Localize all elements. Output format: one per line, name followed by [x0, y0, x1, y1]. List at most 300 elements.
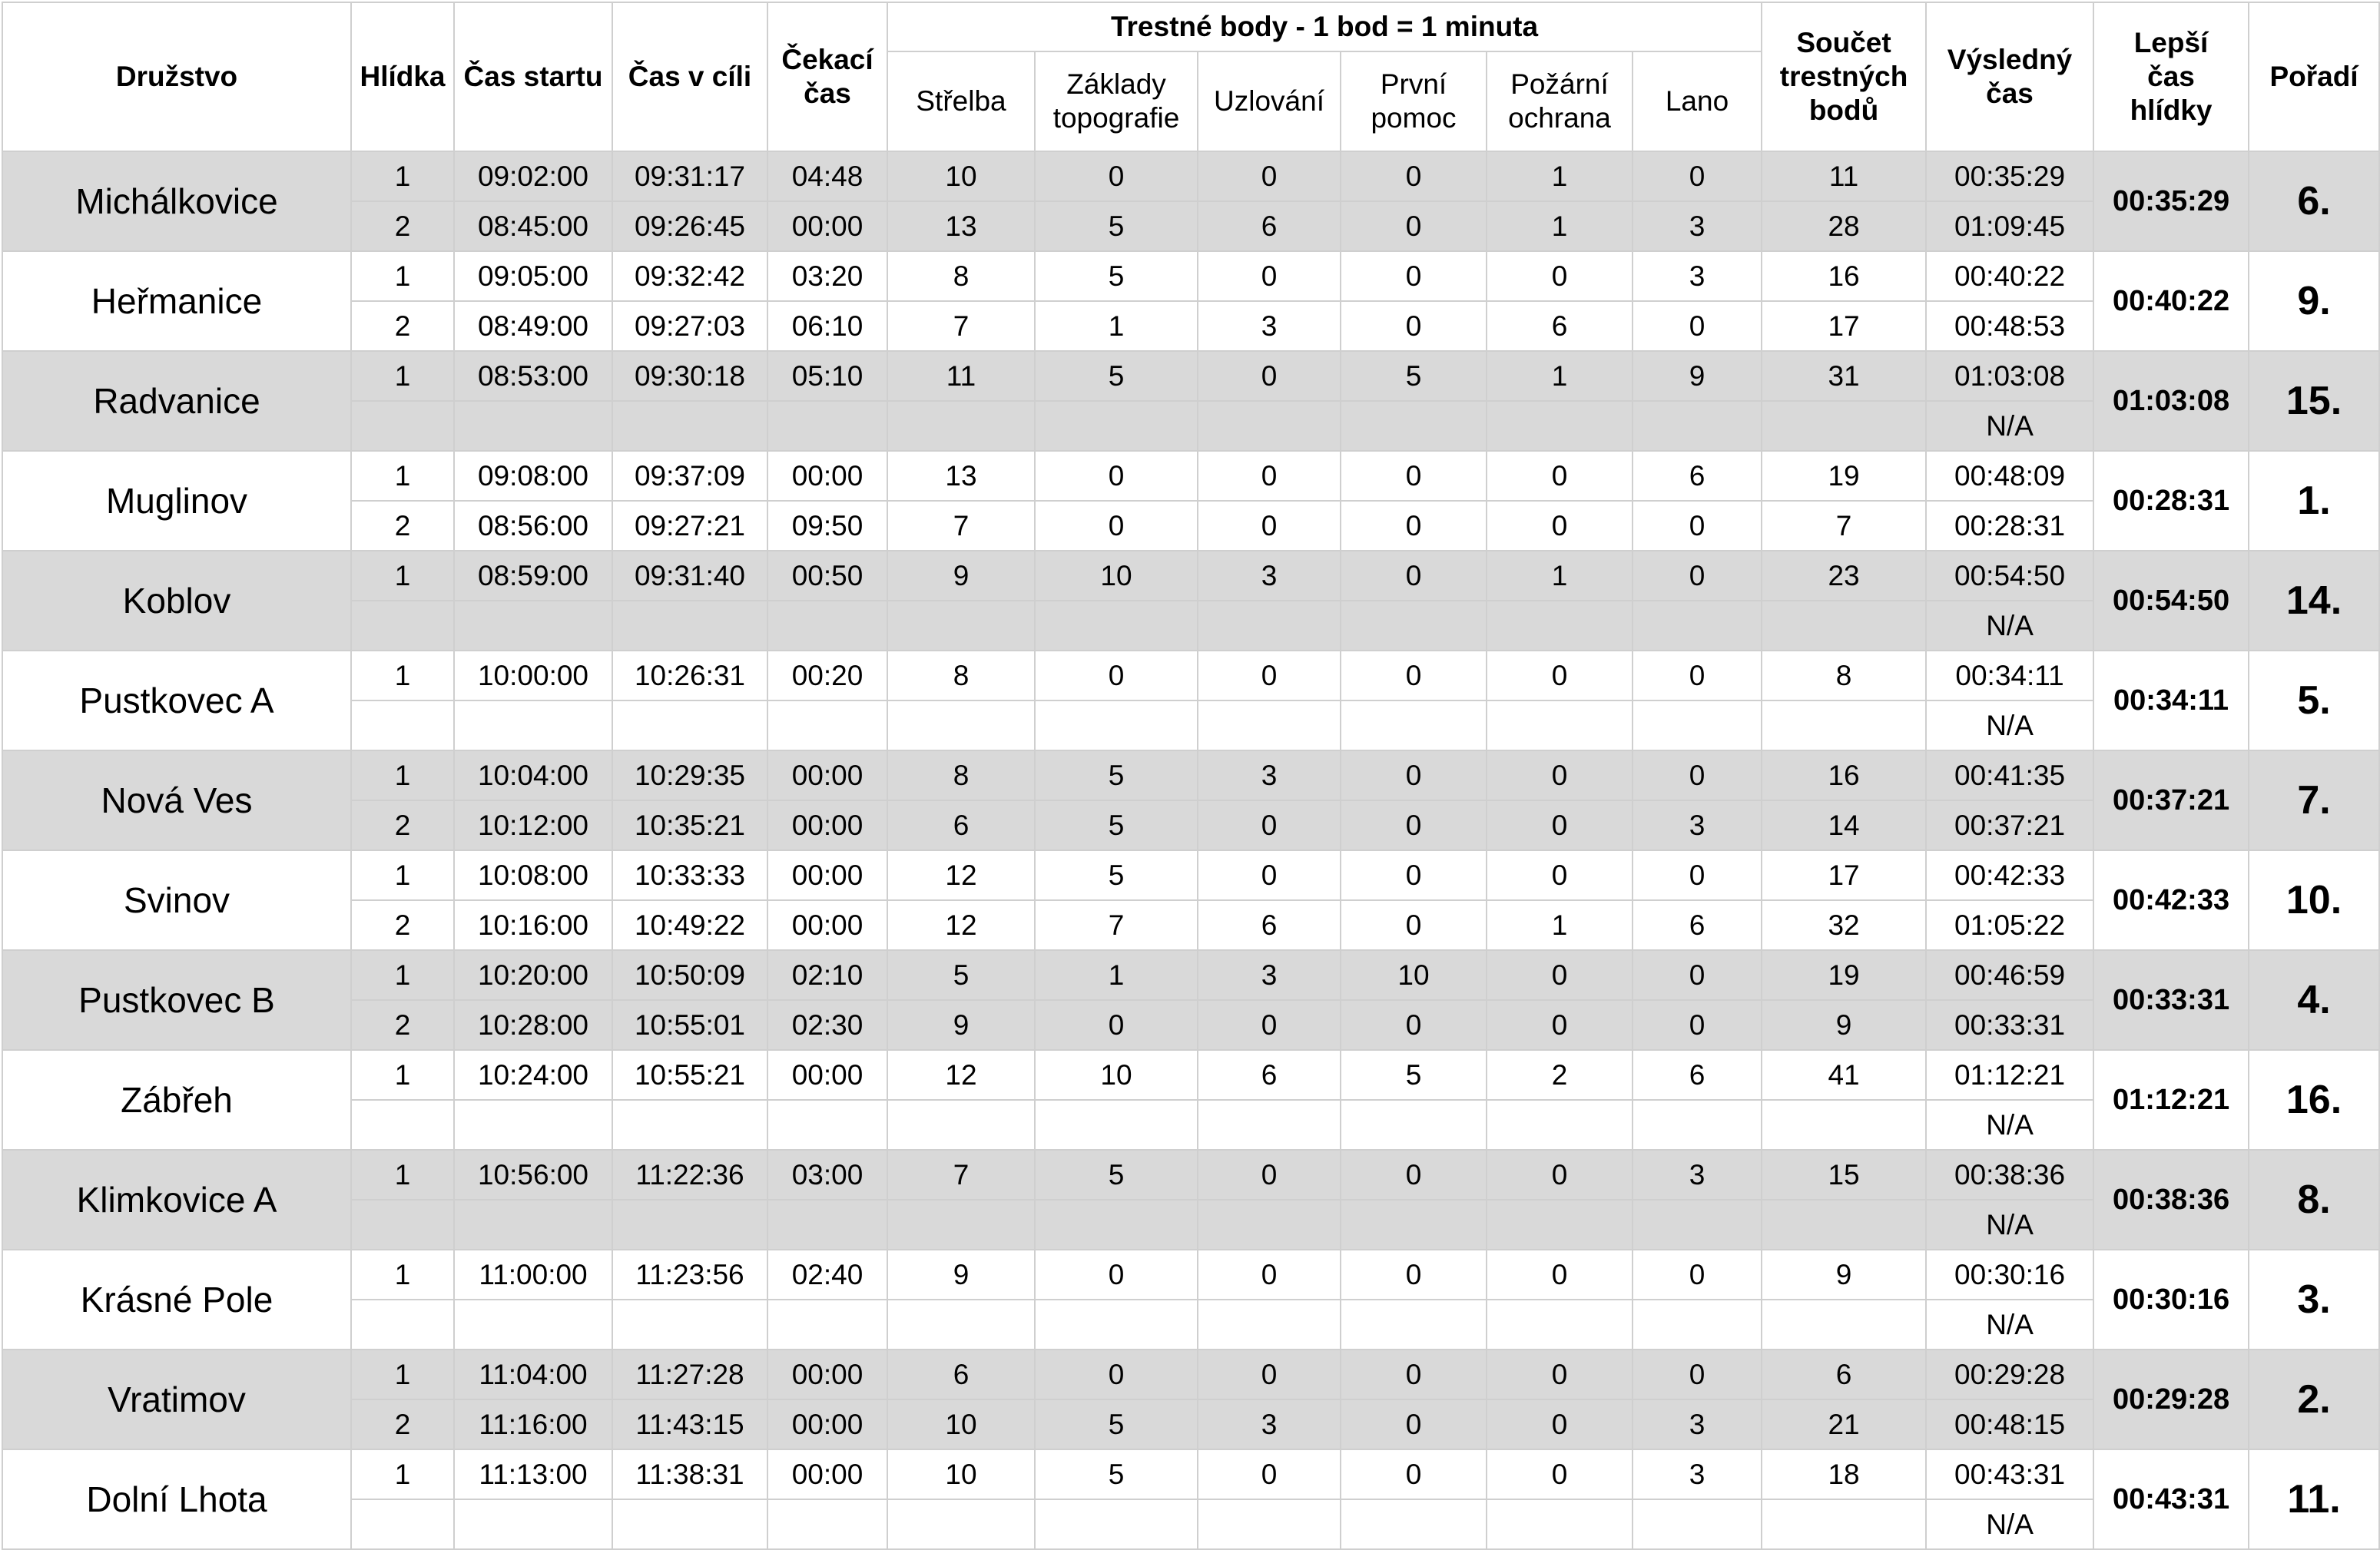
patrol-row — [2, 1050, 2379, 1100]
cell-rope: 0 — [1633, 301, 1762, 351]
cell-wait: 00:00 — [767, 900, 887, 950]
cell-rope: 9 — [1633, 351, 1762, 401]
cell-patrol: 1 — [351, 850, 454, 900]
cell-knots: 3 — [1198, 551, 1341, 601]
cell-topography: 10 — [1035, 551, 1198, 601]
header-penalty-group: Trestné body - 1 bod = 1 minuta — [887, 2, 1762, 51]
patrol-row — [2, 401, 2379, 451]
rank: 5. — [2249, 651, 2379, 750]
cell-total — [1762, 1499, 1926, 1549]
cell-wait: 00:00 — [767, 850, 887, 900]
best-time: 00:37:21 — [2093, 750, 2249, 850]
cell-wait — [767, 401, 887, 451]
cell-finish — [612, 1499, 767, 1549]
cell-total: 9 — [1762, 1000, 1926, 1050]
cell-start — [454, 601, 612, 651]
cell-first-aid: 0 — [1341, 501, 1487, 551]
cell-wait: 02:10 — [767, 950, 887, 1000]
team-name: Pustkovec A — [2, 651, 351, 750]
cell-patrol: 1 — [351, 351, 454, 401]
header-result-label: Výsledný čas — [1947, 44, 2073, 109]
cell-result: N/A — [1926, 401, 2093, 451]
cell-patrol — [351, 601, 454, 651]
patrol-row — [2, 700, 2379, 750]
patrol-row — [2, 850, 2379, 900]
cell-shooting: 10 — [887, 1399, 1035, 1449]
cell-patrol: 1 — [351, 1350, 454, 1399]
cell-wait: 00:00 — [767, 1449, 887, 1499]
cell-rope — [1633, 401, 1762, 451]
cell-result: N/A — [1926, 1100, 2093, 1150]
cell-knots: 0 — [1198, 451, 1341, 501]
cell-start: 10:16:00 — [454, 900, 612, 950]
cell-topography: 5 — [1035, 251, 1198, 301]
best-time: 00:42:33 — [2093, 850, 2249, 950]
cell-shooting: 7 — [887, 1150, 1035, 1200]
cell-shooting — [887, 1100, 1035, 1150]
rank: 1. — [2249, 451, 2379, 551]
cell-knots: 0 — [1198, 1150, 1341, 1200]
patrol-row — [2, 251, 2379, 301]
cell-knots — [1198, 700, 1341, 750]
cell-fire — [1487, 401, 1633, 451]
cell-total — [1762, 401, 1926, 451]
cell-shooting — [887, 401, 1035, 451]
cell-finish: 10:29:35 — [612, 750, 767, 800]
cell-start: 10:00:00 — [454, 651, 612, 700]
best-time: 00:38:36 — [2093, 1150, 2249, 1250]
cell-patrol: 1 — [351, 1250, 454, 1300]
header-best-label: Lepší čas hlídky — [2130, 27, 2213, 126]
cell-first-aid: 0 — [1341, 151, 1487, 201]
team-name: Dolní Lhota — [2, 1449, 351, 1549]
cell-topography: 5 — [1035, 850, 1198, 900]
cell-result: 00:28:31 — [1926, 501, 2093, 551]
cell-finish: 09:30:18 — [612, 351, 767, 401]
cell-patrol: 1 — [351, 1449, 454, 1499]
cell-knots: 3 — [1198, 301, 1341, 351]
cell-result: 00:33:31 — [1926, 1000, 2093, 1050]
cell-first-aid — [1341, 401, 1487, 451]
cell-shooting: 13 — [887, 451, 1035, 501]
team-name: Heřmanice — [2, 251, 351, 351]
header-patrol: Hlídka — [351, 2, 454, 151]
team-name: Vratimov — [2, 1350, 351, 1449]
cell-first-aid: 5 — [1341, 351, 1487, 401]
cell-topography: 5 — [1035, 201, 1198, 251]
cell-rope: 0 — [1633, 750, 1762, 800]
cell-knots: 0 — [1198, 800, 1341, 850]
patrol-row — [2, 451, 2379, 501]
cell-total: 32 — [1762, 900, 1926, 950]
cell-wait: 00:20 — [767, 651, 887, 700]
cell-rope: 0 — [1633, 651, 1762, 700]
cell-knots: 0 — [1198, 1350, 1341, 1399]
cell-result: 01:03:08 — [1926, 351, 2093, 401]
patrol-row — [2, 1399, 2379, 1449]
cell-first-aid: 0 — [1341, 301, 1487, 351]
cell-finish: 10:33:33 — [612, 850, 767, 900]
cell-shooting: 8 — [887, 251, 1035, 301]
cell-fire: 1 — [1487, 351, 1633, 401]
cell-start: 10:28:00 — [454, 1000, 612, 1050]
cell-wait: 00:00 — [767, 750, 887, 800]
cell-knots: 0 — [1198, 850, 1341, 900]
cell-fire: 0 — [1487, 950, 1633, 1000]
cell-start — [454, 1499, 612, 1549]
rank: 15. — [2249, 351, 2379, 451]
patrol-row — [2, 1449, 2379, 1499]
cell-start — [454, 401, 612, 451]
cell-wait: 03:00 — [767, 1150, 887, 1200]
cell-shooting: 6 — [887, 1350, 1035, 1399]
cell-first-aid: 0 — [1341, 900, 1487, 950]
cell-start: 11:00:00 — [454, 1250, 612, 1300]
cell-total: 16 — [1762, 251, 1926, 301]
rank: 6. — [2249, 151, 2379, 251]
cell-wait — [767, 1200, 887, 1250]
cell-wait: 00:50 — [767, 551, 887, 601]
cell-fire: 0 — [1487, 651, 1633, 700]
rank: 2. — [2249, 1350, 2379, 1449]
cell-topography: 0 — [1035, 651, 1198, 700]
header-knots: Uzlování — [1198, 51, 1341, 151]
cell-knots: 0 — [1198, 251, 1341, 301]
cell-patrol: 1 — [351, 451, 454, 501]
cell-patrol: 1 — [351, 1150, 454, 1200]
cell-result: 00:48:09 — [1926, 451, 2093, 501]
cell-first-aid: 0 — [1341, 1250, 1487, 1300]
cell-result: 00:42:33 — [1926, 850, 2093, 900]
team-name: Koblov — [2, 551, 351, 651]
patrol-row — [2, 1150, 2379, 1200]
cell-first-aid: 0 — [1341, 1449, 1487, 1499]
cell-result: 01:12:21 — [1926, 1050, 2093, 1100]
cell-total: 41 — [1762, 1050, 1926, 1100]
cell-first-aid — [1341, 601, 1487, 651]
cell-rope — [1633, 1499, 1762, 1549]
cell-first-aid: 0 — [1341, 651, 1487, 700]
cell-knots — [1198, 1200, 1341, 1250]
cell-first-aid — [1341, 1300, 1487, 1350]
best-time: 00:35:29 — [2093, 151, 2249, 251]
cell-fire: 0 — [1487, 1449, 1633, 1499]
cell-fire: 1 — [1487, 900, 1633, 950]
cell-wait — [767, 1499, 887, 1549]
header-fire-label: Požární ochrana — [1508, 68, 1611, 134]
cell-wait: 02:40 — [767, 1250, 887, 1300]
cell-knots: 3 — [1198, 950, 1341, 1000]
cell-start: 11:16:00 — [454, 1399, 612, 1449]
cell-topography: 0 — [1035, 1350, 1198, 1399]
cell-wait: 00:00 — [767, 800, 887, 850]
cell-result: 00:46:59 — [1926, 950, 2093, 1000]
patrol-row — [2, 750, 2379, 800]
cell-wait: 00:00 — [767, 1050, 887, 1100]
best-time: 00:29:28 — [2093, 1350, 2249, 1449]
cell-first-aid — [1341, 1100, 1487, 1150]
cell-topography: 5 — [1035, 1150, 1198, 1200]
cell-total: 19 — [1762, 950, 1926, 1000]
cell-topography: 5 — [1035, 351, 1198, 401]
cell-rope — [1633, 1200, 1762, 1250]
cell-total: 31 — [1762, 351, 1926, 401]
cell-result: 00:34:11 — [1926, 651, 2093, 700]
cell-finish: 11:43:15 — [612, 1399, 767, 1449]
cell-topography — [1035, 1200, 1198, 1250]
cell-result: N/A — [1926, 1300, 2093, 1350]
cell-finish: 10:55:01 — [612, 1000, 767, 1050]
cell-patrol: 1 — [351, 750, 454, 800]
cell-wait: 00:00 — [767, 1399, 887, 1449]
cell-topography: 5 — [1035, 750, 1198, 800]
cell-finish: 09:27:21 — [612, 501, 767, 551]
cell-shooting: 12 — [887, 1050, 1035, 1100]
best-time: 01:03:08 — [2093, 351, 2249, 451]
cell-topography — [1035, 700, 1198, 750]
team-name: Pustkovec B — [2, 950, 351, 1050]
patrol-row — [2, 1300, 2379, 1350]
rank: 11. — [2249, 1449, 2379, 1549]
cell-patrol: 2 — [351, 301, 454, 351]
cell-finish: 09:26:45 — [612, 201, 767, 251]
rank: 14. — [2249, 551, 2379, 651]
cell-topography: 0 — [1035, 1000, 1198, 1050]
cell-shooting: 11 — [887, 351, 1035, 401]
best-time: 00:34:11 — [2093, 651, 2249, 750]
cell-topography: 5 — [1035, 1399, 1198, 1449]
cell-patrol: 2 — [351, 201, 454, 251]
cell-finish: 10:50:09 — [612, 950, 767, 1000]
cell-fire: 0 — [1487, 501, 1633, 551]
cell-patrol: 2 — [351, 1399, 454, 1449]
cell-total — [1762, 1100, 1926, 1150]
cell-finish — [612, 401, 767, 451]
cell-result: 00:54:50 — [1926, 551, 2093, 601]
cell-knots: 3 — [1198, 750, 1341, 800]
cell-fire: 0 — [1487, 800, 1633, 850]
cell-topography — [1035, 601, 1198, 651]
team-name: Nová Ves — [2, 750, 351, 850]
cell-fire — [1487, 1300, 1633, 1350]
rank: 16. — [2249, 1050, 2379, 1150]
cell-knots: 0 — [1198, 1250, 1341, 1300]
cell-shooting: 13 — [887, 201, 1035, 251]
cell-total — [1762, 1200, 1926, 1250]
cell-rope — [1633, 1300, 1762, 1350]
cell-topography: 0 — [1035, 451, 1198, 501]
best-time: 00:30:16 — [2093, 1250, 2249, 1350]
cell-shooting: 7 — [887, 301, 1035, 351]
cell-topography: 0 — [1035, 151, 1198, 201]
cell-start — [454, 1200, 612, 1250]
patrol-row — [2, 1200, 2379, 1250]
cell-knots — [1198, 601, 1341, 651]
cell-patrol: 1 — [351, 651, 454, 700]
cell-patrol: 2 — [351, 900, 454, 950]
patrol-row — [2, 1100, 2379, 1150]
rank: 9. — [2249, 251, 2379, 351]
cell-total — [1762, 1300, 1926, 1350]
cell-start — [454, 1100, 612, 1150]
patrol-row — [2, 151, 2379, 201]
cell-rope: 0 — [1633, 950, 1762, 1000]
cell-finish: 11:38:31 — [612, 1449, 767, 1499]
cell-wait: 09:50 — [767, 501, 887, 551]
cell-wait: 00:00 — [767, 201, 887, 251]
results-body — [2, 151, 2379, 1549]
header-topography — [1035, 51, 1198, 151]
cell-fire: 0 — [1487, 1399, 1633, 1449]
cell-start: 08:49:00 — [454, 301, 612, 351]
cell-fire: 0 — [1487, 850, 1633, 900]
cell-total: 19 — [1762, 451, 1926, 501]
cell-first-aid: 0 — [1341, 1399, 1487, 1449]
cell-shooting — [887, 700, 1035, 750]
cell-fire: 1 — [1487, 201, 1633, 251]
cell-finish: 09:31:17 — [612, 151, 767, 201]
cell-finish — [612, 1100, 767, 1150]
cell-wait: 00:00 — [767, 1350, 887, 1399]
cell-patrol: 2 — [351, 501, 454, 551]
cell-rope: 3 — [1633, 1449, 1762, 1499]
cell-result: N/A — [1926, 601, 2093, 651]
cell-fire — [1487, 1200, 1633, 1250]
cell-total: 11 — [1762, 151, 1926, 201]
cell-rope: 0 — [1633, 551, 1762, 601]
cell-start: 09:02:00 — [454, 151, 612, 201]
cell-finish: 11:23:56 — [612, 1250, 767, 1300]
cell-rope: 6 — [1633, 1050, 1762, 1100]
rank: 10. — [2249, 850, 2379, 950]
cell-rope: 0 — [1633, 850, 1762, 900]
cell-first-aid: 0 — [1341, 800, 1487, 850]
cell-start — [454, 700, 612, 750]
header-fire — [1487, 51, 1633, 151]
cell-topography: 1 — [1035, 301, 1198, 351]
cell-result: 00:38:36 — [1926, 1150, 2093, 1200]
cell-start: 09:08:00 — [454, 451, 612, 501]
patrol-row — [2, 1250, 2379, 1300]
cell-topography: 7 — [1035, 900, 1198, 950]
header-total-label: Součet trestných bodů — [1779, 27, 1908, 126]
cell-fire: 0 — [1487, 750, 1633, 800]
cell-patrol: 2 — [351, 800, 454, 850]
cell-total: 17 — [1762, 301, 1926, 351]
cell-total: 23 — [1762, 551, 1926, 601]
cell-patrol: 1 — [351, 151, 454, 201]
cell-wait: 06:10 — [767, 301, 887, 351]
cell-rope: 0 — [1633, 1000, 1762, 1050]
patrol-row — [2, 201, 2379, 251]
header-start: Čas startu — [454, 2, 612, 151]
cell-start: 10:04:00 — [454, 750, 612, 800]
cell-first-aid: 0 — [1341, 201, 1487, 251]
cell-start — [454, 1300, 612, 1350]
cell-rope: 6 — [1633, 451, 1762, 501]
cell-finish: 09:32:42 — [612, 251, 767, 301]
cell-rope: 3 — [1633, 251, 1762, 301]
cell-knots: 3 — [1198, 1399, 1341, 1449]
cell-wait: 05:10 — [767, 351, 887, 401]
cell-patrol: 1 — [351, 551, 454, 601]
cell-total: 16 — [1762, 750, 1926, 800]
cell-shooting: 7 — [887, 501, 1035, 551]
cell-result: N/A — [1926, 1200, 2093, 1250]
cell-rope: 3 — [1633, 1150, 1762, 1200]
cell-fire — [1487, 601, 1633, 651]
best-time: 00:33:31 — [2093, 950, 2249, 1050]
cell-shooting: 10 — [887, 151, 1035, 201]
team-name: Zábřeh — [2, 1050, 351, 1150]
cell-fire: 0 — [1487, 1150, 1633, 1200]
cell-rope — [1633, 1100, 1762, 1150]
cell-rope: 3 — [1633, 1399, 1762, 1449]
cell-knots — [1198, 401, 1341, 451]
patrol-row — [2, 1350, 2379, 1399]
cell-first-aid: 0 — [1341, 551, 1487, 601]
cell-patrol — [351, 1499, 454, 1549]
cell-knots: 6 — [1198, 201, 1341, 251]
cell-patrol: 1 — [351, 1050, 454, 1100]
cell-patrol — [351, 1300, 454, 1350]
cell-rope: 0 — [1633, 151, 1762, 201]
patrol-row — [2, 900, 2379, 950]
cell-total: 21 — [1762, 1399, 1926, 1449]
cell-shooting: 9 — [887, 551, 1035, 601]
header-topography-label: Základy topografie — [1052, 68, 1180, 134]
cell-wait: 02:30 — [767, 1000, 887, 1050]
cell-result: 00:37:21 — [1926, 800, 2093, 850]
cell-start: 09:05:00 — [454, 251, 612, 301]
cell-rope: 6 — [1633, 900, 1762, 950]
cell-topography — [1035, 1100, 1198, 1150]
cell-finish: 10:35:21 — [612, 800, 767, 850]
cell-total — [1762, 601, 1926, 651]
cell-fire: 6 — [1487, 301, 1633, 351]
cell-first-aid: 0 — [1341, 451, 1487, 501]
patrol-row — [2, 651, 2379, 700]
cell-knots: 0 — [1198, 1449, 1341, 1499]
cell-finish — [612, 1200, 767, 1250]
cell-first-aid: 0 — [1341, 750, 1487, 800]
cell-result: 00:48:15 — [1926, 1399, 2093, 1449]
header-finish: Čas v cíli — [612, 2, 767, 151]
cell-shooting: 12 — [887, 850, 1035, 900]
cell-shooting: 10 — [887, 1449, 1035, 1499]
cell-patrol — [351, 700, 454, 750]
cell-fire: 0 — [1487, 1350, 1633, 1399]
cell-topography — [1035, 1300, 1198, 1350]
cell-wait — [767, 700, 887, 750]
cell-knots: 6 — [1198, 1050, 1341, 1100]
cell-result: 00:35:29 — [1926, 151, 2093, 201]
cell-knots — [1198, 1499, 1341, 1549]
cell-finish: 09:27:03 — [612, 301, 767, 351]
cell-knots: 6 — [1198, 900, 1341, 950]
cell-total: 6 — [1762, 1350, 1926, 1399]
team-name: Krásné Pole — [2, 1250, 351, 1350]
rank: 7. — [2249, 750, 2379, 850]
cell-knots: 0 — [1198, 651, 1341, 700]
cell-fire: 0 — [1487, 1250, 1633, 1300]
header-total — [1762, 2, 1926, 151]
cell-shooting: 12 — [887, 900, 1035, 950]
cell-shooting — [887, 601, 1035, 651]
cell-shooting: 9 — [887, 1250, 1035, 1300]
patrol-row — [2, 501, 2379, 551]
best-time: 00:43:31 — [2093, 1449, 2249, 1549]
